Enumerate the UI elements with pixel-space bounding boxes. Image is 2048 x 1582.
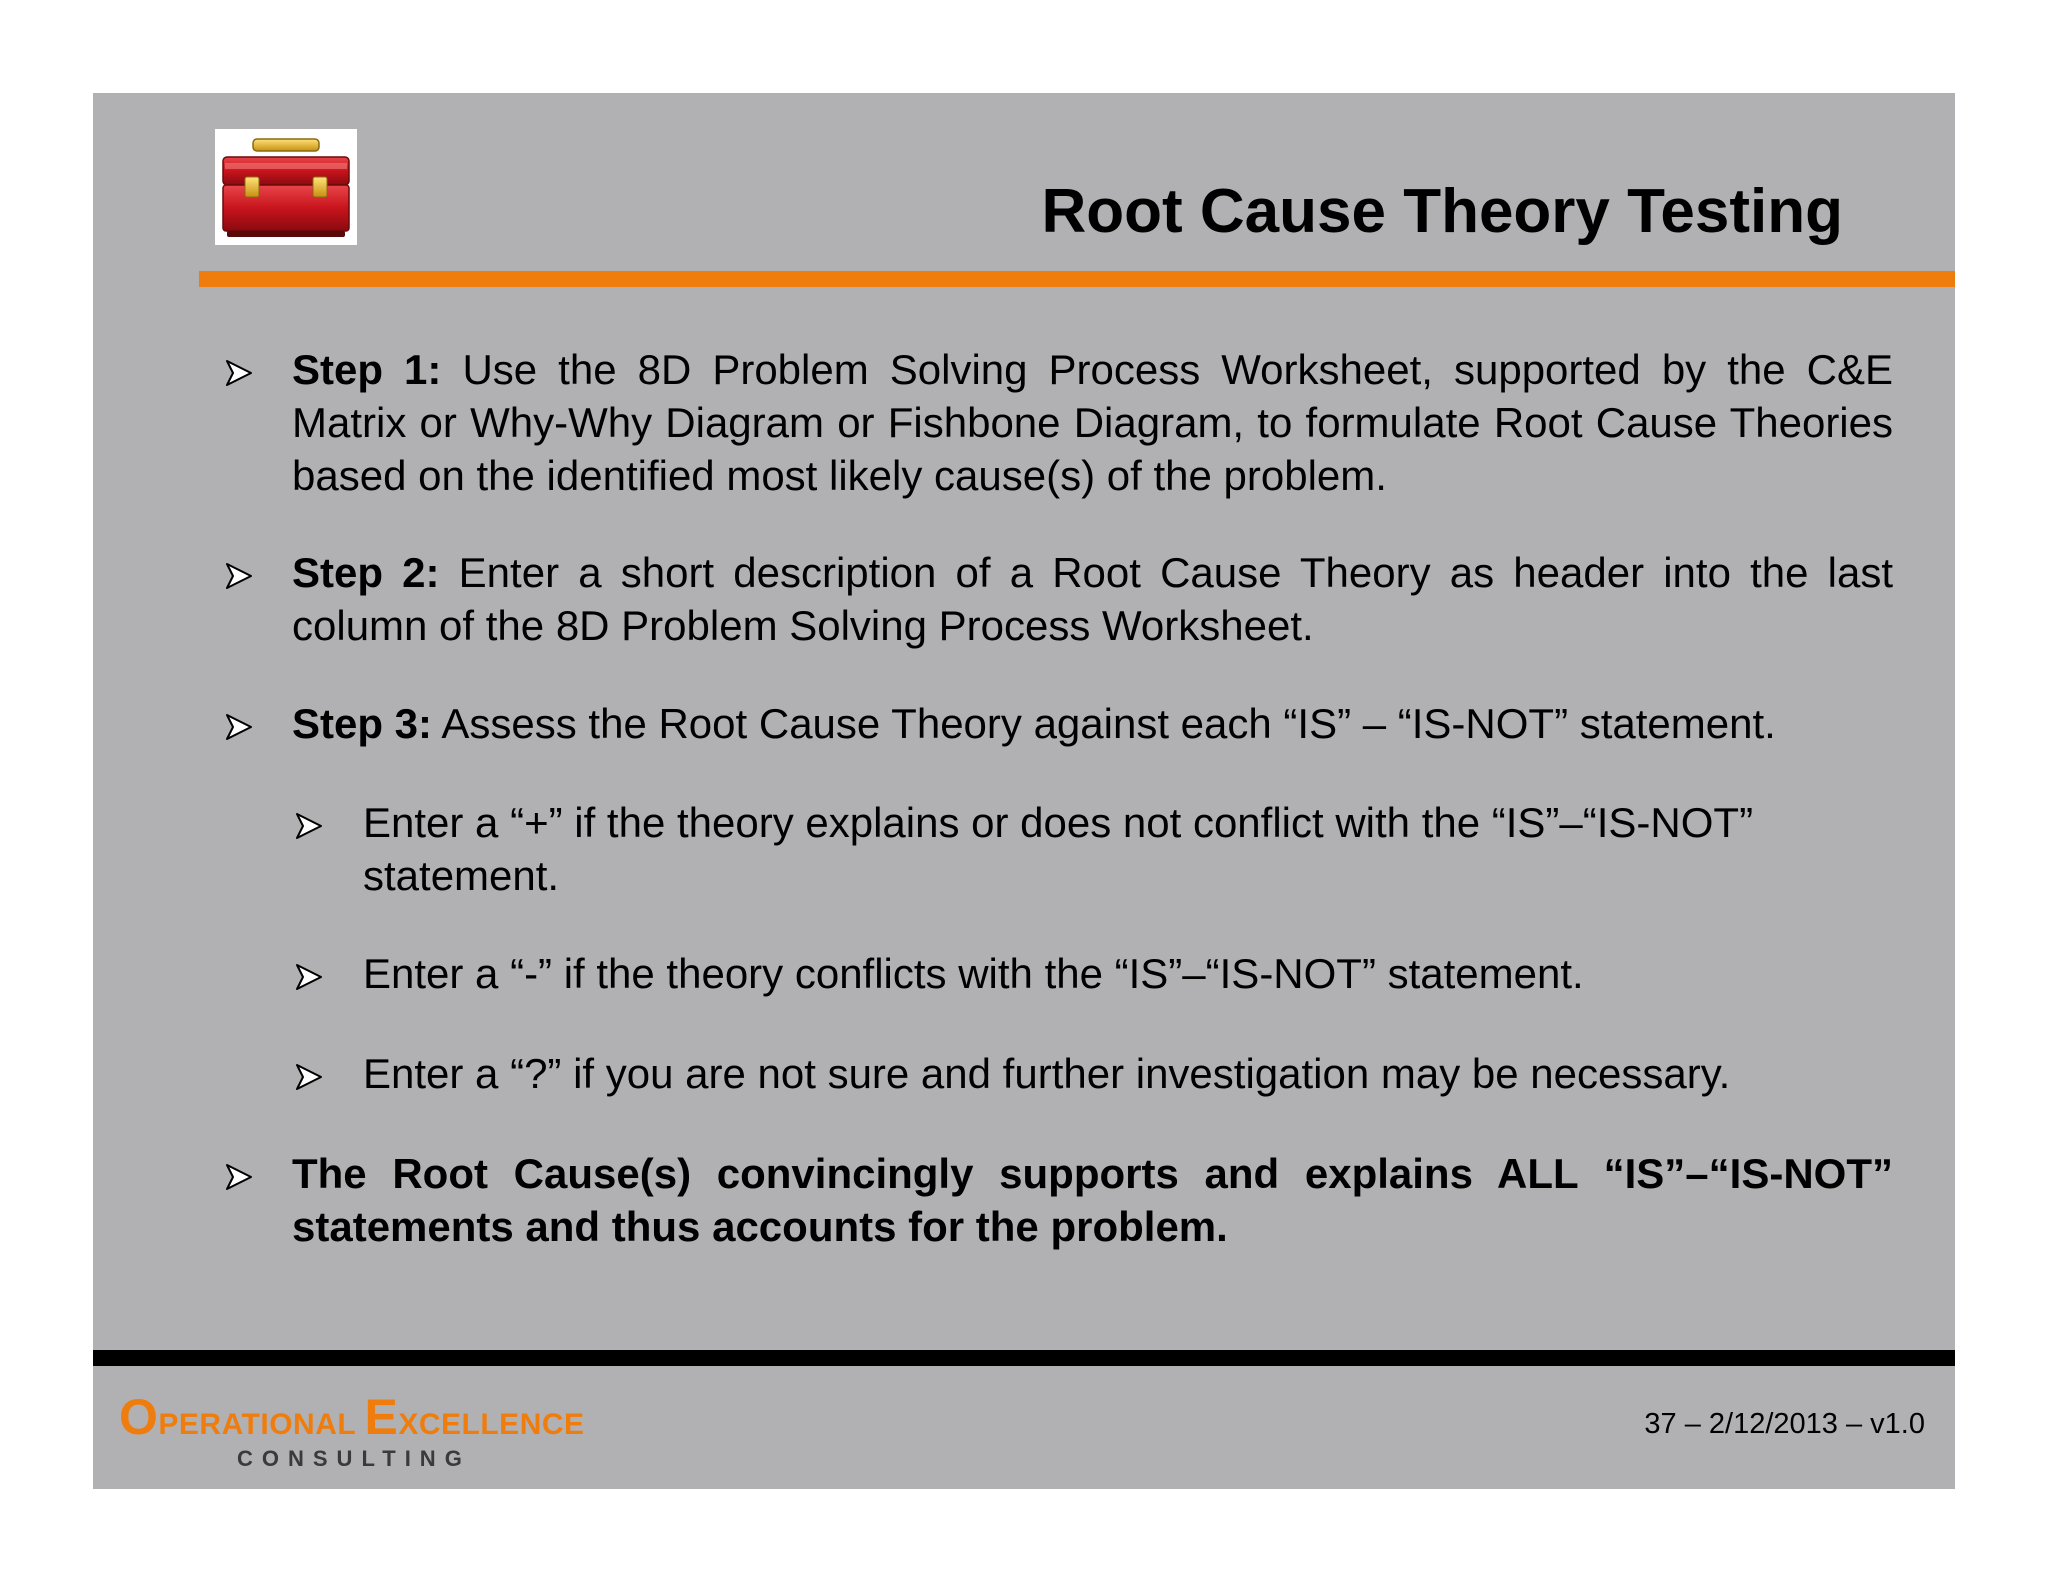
page-info: 37 – 2/12/2013 – v1.0 [1644,1408,1925,1440]
step-2-label: Step 2: [292,549,440,596]
logo-subtitle: CONSULTING [237,1446,471,1471]
list-item-step-3 [292,697,1932,750]
arrow-bullet-icon [225,562,253,590]
arrow-bullet-icon [295,812,323,840]
list-item-conclusion [292,1147,1893,1253]
arrow-bullet-icon [295,963,323,991]
sub-3-text: Enter a “?” if you are not sure and further investigation may be necessary. [363,1050,1731,1097]
list-item-sub-3 [363,1047,1923,1100]
list-item-sub-2 [363,947,1893,1000]
company-logo: OPERATIONAL EXCELLENCE CONSULTING [119,1389,585,1471]
arrow-bullet-icon [225,359,253,387]
arrow-bullet-icon [225,1163,253,1191]
toolbox-icon [215,129,357,245]
list-item-step-2 [292,546,1893,652]
step-3-label: Step 3: [292,700,433,747]
page-title: Root Cause Theory Testing [1041,177,1843,246]
slide [93,93,1955,1489]
step-3-text: Assess the Root Cause Theory against each “IS” – “IS-NOT” statement. [432,700,1776,747]
list-item-step-1 [292,343,1893,502]
footer-divider [93,1350,1955,1366]
arrow-bullet-icon [295,1063,323,1091]
step-1-label: Step 1: [292,346,442,393]
list-item-sub-1 [363,796,1893,902]
title-underline [199,271,1955,287]
conclusion-text: The Root Cause(s) convincingly supports and explains ALL “IS”–“IS-NOT” statements and thus accounts for the problem. [292,1150,1893,1250]
sub-2-text: Enter a “-” if the theory conflicts with the “IS”–“IS-NOT” statement. [363,950,1584,997]
step-2-text: Enter a short description of a Root Cause Theory as header into the last column of the 8D Problem Solving Process Worksheet. [292,549,1893,649]
sub-1-text: Enter a “+” if the theory explains or does not conflict with the “IS”–“IS-NOT” statement. [363,799,1754,899]
arrow-bullet-icon [225,713,253,741]
step-1-text: Use the 8D Problem Solving Process Worksheet, supported by the C&E Matrix or Why-Why Diagram or Fishbone Diagram, to formulate Root Cause Theories based on the identified most likely cause(s) of the problem. [292,346,1893,499]
